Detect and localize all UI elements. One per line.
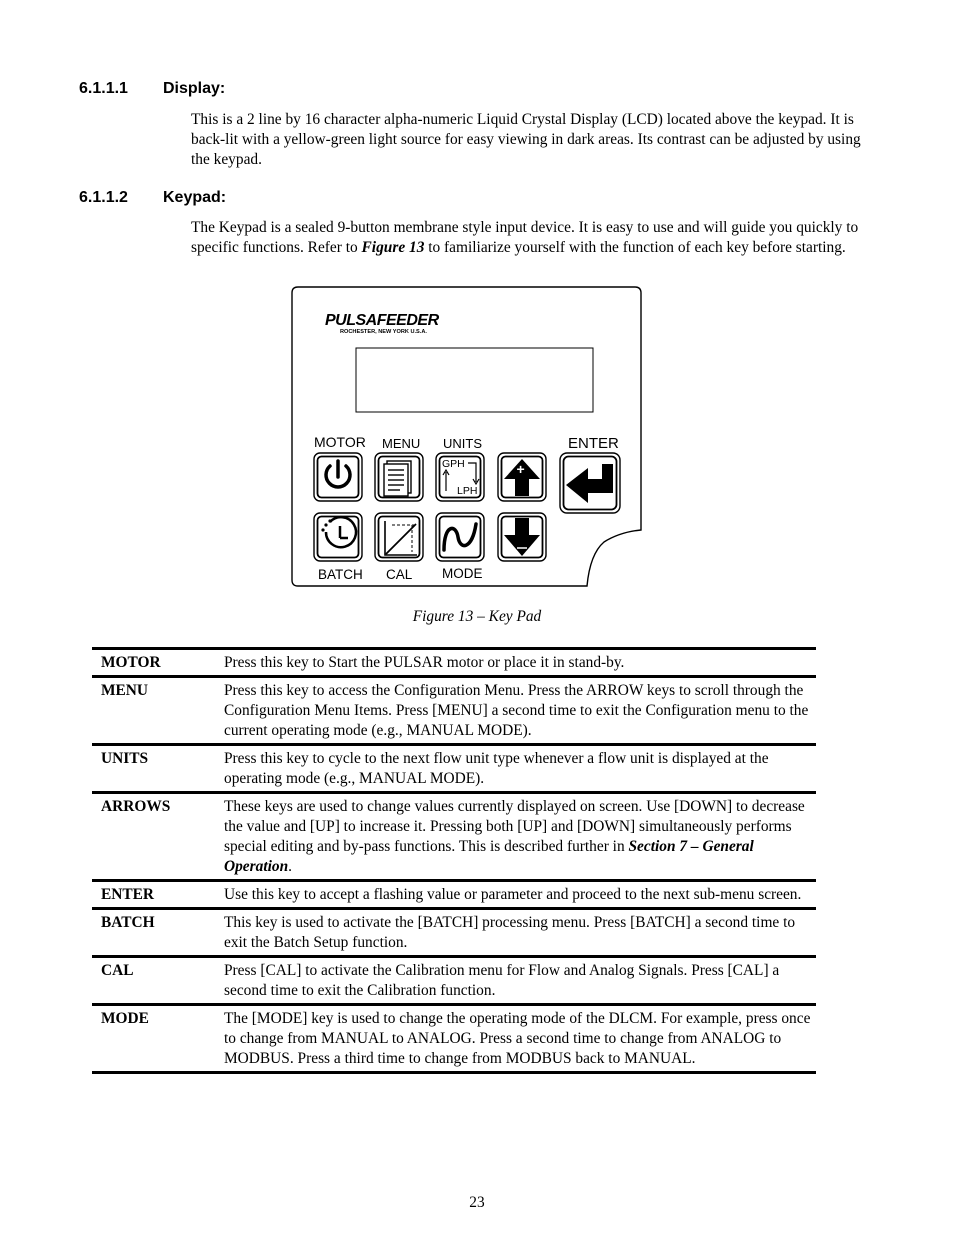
mode-label: MODE [442, 566, 483, 581]
table-row [92, 793, 816, 881]
key-description: Press this key to cycle to the next flow unit type whenever a flow unit is displayed at the operating mode (e.g., MANUAL MODE). [224, 750, 769, 787]
brand-logo: PULSAFEEDER [325, 312, 439, 329]
figure-reference: Figure 13 [361, 239, 425, 256]
key-description: Press this key to access the Configuration Menu. Press the ARROW keys to scroll through the Configuration Menu Items. Press [MENU] a second time to exit the Configuration menu to the current operating mode (e.g., MANUAL MODE). [224, 682, 809, 739]
menu-list-icon [384, 461, 411, 496]
motor-button[interactable] [314, 453, 362, 501]
units-label: UNITS [443, 436, 482, 451]
key-description: This key is used to activate the [BATCH] processing menu. Press [BATCH] a second time to exit the Batch Setup function. [224, 914, 796, 951]
paragraph-text: The Keypad is a sealed 9-button membrane style input device. It is easy to use and will guide you quickly to specific functions. Refer to [191, 219, 859, 256]
table-row [92, 649, 816, 677]
key-name: BATCH [101, 914, 155, 931]
key-name: MOTOR [101, 654, 161, 671]
motor-label: MOTOR [314, 434, 366, 450]
key-name: ARROWS [101, 798, 171, 815]
key-description: Press [CAL] to activate the Calibration menu for Flow and Analog Signals. Press [CAL] a second time to exit the Calibration function. [224, 962, 780, 999]
key-function-table [92, 647, 816, 1074]
units-button[interactable] [436, 453, 484, 501]
key-name: MODE [101, 1010, 149, 1027]
svg-text:+: + [516, 461, 525, 477]
brand-location: ROCHESTER, NEW YORK U.S.A. [340, 329, 427, 335]
table-row [92, 909, 816, 957]
key-description: Press this key to Start the PULSAR motor or place it in stand-by. [224, 654, 625, 671]
batch-label: BATCH [318, 567, 363, 582]
description-text: . [288, 858, 292, 875]
table-row [92, 957, 816, 1005]
section-number: 6.1.1.2 [79, 189, 128, 206]
keypad-figure [290, 286, 644, 590]
enter-label: ENTER [568, 435, 619, 452]
menu-label: MENU [382, 436, 421, 451]
description-text: These keys are used to change values currently displayed on screen. Use [DOWN] to decrease the value and [UP] to increase it. Pressing both [UP] and [DOWN] simultaneously performs special editing and by-pass functions. This is described further in [224, 798, 805, 855]
table-row [92, 1005, 816, 1073]
display-paragraph: This is a 2 line by 16 character alpha-numeric Liquid Crystal Display (LCD) located above the keypad. It is back-lit with a yellow-green light source for easy viewing in dark areas. Its contrast can be adjusted by using the keypad. [191, 111, 861, 168]
cal-button[interactable] [375, 513, 423, 561]
section-reference: Section 7 – General Operation [224, 838, 754, 875]
cal-label: CAL [386, 567, 413, 582]
lcd-display [356, 348, 593, 412]
section-title: Display: [163, 80, 226, 97]
figure-caption: Figure 13 – Key Pad [412, 608, 542, 625]
keypad-paragraph [191, 218, 871, 258]
enter-button[interactable] [560, 453, 620, 513]
key-description [215, 793, 816, 881]
menu-button[interactable] [375, 453, 423, 501]
key-name: MENU [101, 682, 149, 699]
key-description: Use this key to accept a flashing value or parameter and proceed to the next sub-menu screen. [224, 886, 802, 903]
section-number: 6.1.1.1 [79, 80, 128, 97]
table-row [92, 677, 816, 745]
key-name: CAL [101, 962, 134, 979]
gph-label: GPH [442, 458, 465, 470]
key-name: ENTER [101, 886, 155, 903]
table-row [92, 745, 816, 793]
section-title: Keypad: [163, 189, 227, 206]
paragraph-text: to familiarize yourself with the function of each key before starting. [424, 239, 846, 256]
lph-label: LPH [457, 485, 478, 497]
up-arrow-button[interactable] [498, 453, 546, 501]
down-arrow-button[interactable] [498, 513, 546, 561]
page-number: 23 [469, 1194, 485, 1211]
key-description: The [MODE] key is used to change the operating mode of the DLCM. For example, press once to change from MANUAL to ANALOG. Press a second time to change from ANALOG to MODBUS. Press a third time to change from MODBUS back to MANUAL. [224, 1010, 811, 1067]
mode-button[interactable] [436, 513, 484, 561]
batch-button[interactable] [314, 513, 362, 561]
table-row [92, 881, 816, 909]
key-name: UNITS [101, 750, 149, 767]
